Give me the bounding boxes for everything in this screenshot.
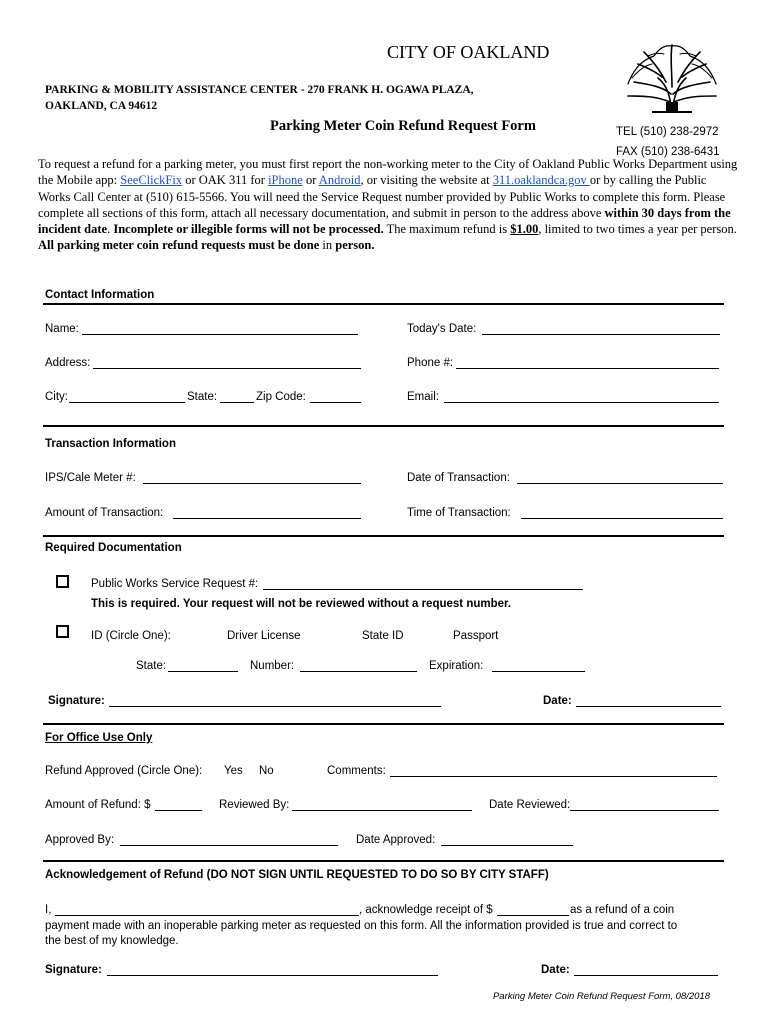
zip-field[interactable] bbox=[310, 402, 361, 403]
ack-refund-label: as a refund of a coin bbox=[570, 904, 675, 916]
ack-signature-field[interactable] bbox=[107, 975, 438, 976]
footer-form-id: Parking Meter Coin Refund Request Form, 08/2018 bbox=[492, 991, 710, 1002]
state-field[interactable] bbox=[220, 402, 254, 403]
todays-date-field[interactable] bbox=[482, 334, 720, 335]
transaction-time-field[interactable] bbox=[521, 518, 723, 519]
address-field[interactable] bbox=[93, 368, 361, 369]
service-request-label: Public Works Service Request #: bbox=[91, 578, 259, 590]
id-number-field[interactable] bbox=[300, 671, 417, 672]
transaction-time-label: Time of Transaction: bbox=[407, 507, 511, 519]
city-field[interactable] bbox=[69, 402, 185, 403]
ack-amount-field[interactable] bbox=[497, 915, 569, 916]
ack-statement-line: the best of my knowledge. bbox=[45, 935, 179, 947]
id-expiration-label: Expiration: bbox=[429, 660, 484, 672]
date-approved-label: Date Approved: bbox=[356, 834, 436, 846]
section-divider bbox=[43, 535, 724, 537]
signature-field[interactable] bbox=[109, 706, 441, 707]
iphone-link[interactable]: iPhone bbox=[268, 173, 303, 188]
contact-heading: Contact Information bbox=[45, 289, 155, 301]
ack-receipt-label: , acknowledge receipt of $ bbox=[359, 904, 493, 916]
zip-label: Zip Code: bbox=[256, 391, 306, 403]
form-title: Parking Meter Coin Refund Request Form bbox=[270, 118, 536, 134]
android-link[interactable]: Android bbox=[318, 173, 361, 188]
signature-date-label: Date: bbox=[543, 695, 572, 707]
reviewed-by-field[interactable] bbox=[292, 810, 472, 811]
seeclickfix-link[interactable]: SeeClickFix bbox=[120, 173, 183, 188]
phone-field[interactable] bbox=[456, 368, 719, 369]
refund-amount-field[interactable] bbox=[155, 810, 202, 811]
id-state-label: State: bbox=[136, 660, 167, 672]
section-divider bbox=[43, 860, 724, 862]
transaction-heading: Transaction Information bbox=[45, 438, 176, 450]
comments-label: Comments: bbox=[327, 765, 386, 777]
name-field[interactable] bbox=[82, 334, 358, 335]
transaction-amount-field[interactable] bbox=[173, 518, 361, 519]
acknowledgement-heading: Acknowledgement of Refund (DO NOT SIGN UNTIL REQUESTED TO DO SO BY CITY STAFF) bbox=[45, 869, 549, 881]
date-reviewed-label: Date Reviewed: bbox=[489, 799, 571, 811]
oak-tree-icon bbox=[622, 42, 722, 114]
comments-field[interactable] bbox=[390, 776, 717, 777]
office-use-heading: For Office Use Only bbox=[45, 732, 153, 744]
email-label: Email: bbox=[407, 391, 439, 403]
refund-yes-option[interactable]: Yes bbox=[224, 765, 243, 777]
documentation-heading: Required Documentation bbox=[45, 542, 182, 554]
ack-date-field[interactable] bbox=[574, 975, 718, 976]
refund-approved-label: Refund Approved (Circle One): bbox=[45, 765, 203, 777]
id-option-state-id[interactable]: State ID bbox=[362, 630, 404, 642]
meter-label: IPS/Cale Meter #: bbox=[45, 472, 136, 484]
service-request-checkbox[interactable] bbox=[56, 575, 69, 588]
section-divider bbox=[43, 425, 724, 427]
address-label: Address: bbox=[45, 357, 91, 369]
intro-paragraph: To request a refund for a parking meter, you must first report the non-working meter to the City of Oakland Public Works Department using the Mobile app: SeeClickFix or OAK 311 for iPhone or Android, or visiting the website at 311.oaklandca.gov or by calling the Public Works Call Center at (510) 615-5566. You will need the Service Request number provided by Public Works to complete this form. Please complete all sections of this form, attach all necessary documentation, and submit in person to the address above within 30 days from the incident date. Incomplete or illegible forms will not be processed. The maximum refund is $1.00, limited to two times a year per person. All parking meter coin refund requests must be done in person. bbox=[38, 157, 738, 253]
refund-no-option[interactable]: No bbox=[259, 765, 274, 777]
id-option-passport[interactable]: Passport bbox=[453, 630, 499, 642]
state-label: State: bbox=[187, 391, 218, 403]
transaction-date-field[interactable] bbox=[517, 483, 723, 484]
signature-date-field[interactable] bbox=[576, 706, 721, 707]
meter-field[interactable] bbox=[143, 483, 361, 484]
ack-i-label: I, bbox=[45, 904, 52, 916]
oakland-311-link[interactable]: 311.oaklandca.gov bbox=[492, 173, 590, 188]
id-label: ID (Circle One): bbox=[91, 630, 171, 642]
refund-amount-label: Amount of Refund: $ bbox=[45, 799, 151, 811]
todays-date-label: Today's Date: bbox=[407, 323, 477, 335]
ack-statement-line: payment made with an inoperable parking meter as requested on this form. All the information provided is true and correct to bbox=[45, 920, 678, 932]
id-state-field[interactable] bbox=[168, 671, 238, 672]
date-reviewed-field[interactable] bbox=[570, 810, 719, 811]
id-expiration-field[interactable] bbox=[492, 671, 585, 672]
date-approved-field[interactable] bbox=[441, 845, 573, 846]
fax-number: FAX (510) 238-6431 bbox=[616, 146, 720, 158]
city-title: CITY OF OAKLAND bbox=[387, 42, 550, 62]
phone-label: Phone #: bbox=[407, 357, 454, 369]
transaction-amount-label: Amount of Transaction: bbox=[45, 507, 164, 519]
id-option-driver-license[interactable]: Driver License bbox=[227, 630, 301, 642]
id-checkbox[interactable] bbox=[56, 625, 69, 638]
approved-by-label: Approved By: bbox=[45, 834, 115, 846]
id-number-label: Number: bbox=[250, 660, 295, 672]
section-divider bbox=[43, 303, 724, 305]
service-request-field[interactable] bbox=[263, 589, 583, 590]
city-label: City: bbox=[45, 391, 68, 403]
ack-name-field[interactable] bbox=[55, 915, 359, 916]
service-request-note: This is required. Your request will not be reviewed without a request number. bbox=[91, 598, 512, 610]
name-label: Name: bbox=[45, 323, 79, 335]
transaction-date-label: Date of Transaction: bbox=[407, 472, 510, 484]
tel-number: TEL (510) 238-2972 bbox=[616, 126, 719, 138]
ack-date-label: Date: bbox=[541, 964, 570, 976]
approved-by-field[interactable] bbox=[120, 845, 338, 846]
ack-signature-label: Signature: bbox=[45, 964, 102, 976]
reviewed-by-label: Reviewed By: bbox=[219, 799, 290, 811]
office-address: PARKING & MOBILITY ASSISTANCE CENTER - 270 FRANK H. OGAWA PLAZA, OAKLAND, CA 94612 bbox=[45, 84, 474, 112]
signature-label: Signature: bbox=[48, 695, 105, 707]
email-field[interactable] bbox=[444, 402, 719, 403]
section-divider bbox=[43, 723, 724, 725]
